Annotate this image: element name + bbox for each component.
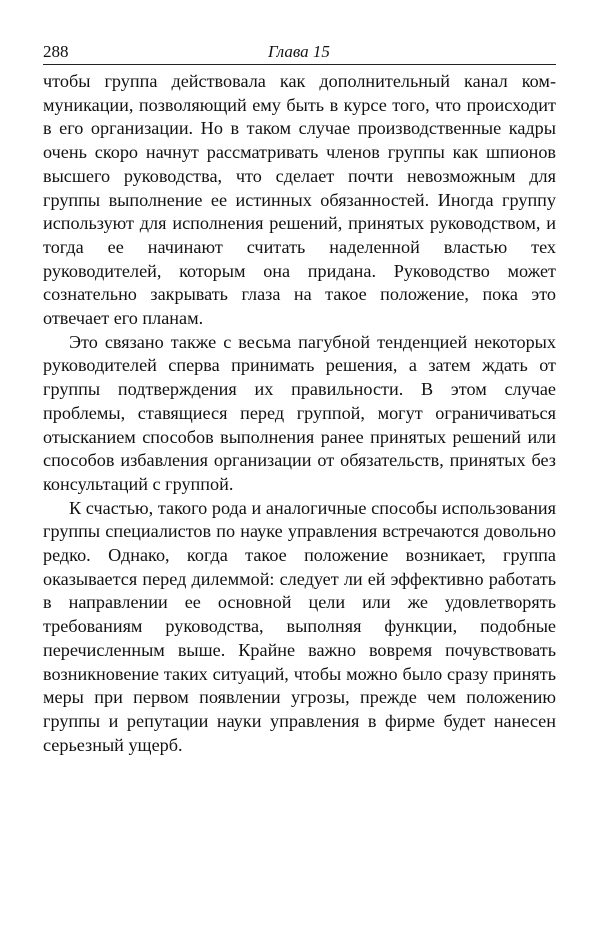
paragraph-1: чтобы группа действовала как дополнительный канал коммуникации, позволяющий ему быть в курсе того, что происходит в его организации. Но в таком случае производственные кадры очень скоро начнут рассматривать членов группы как шпионов высшего руководства, что сделает почти невозможным для группы выполнение ее истинных обязанностей. Иногда группу используют для исполнения решений, принятых руководством, и тогда ее начинают считать наделенной властью тех руководителей, которым она придана. Руководство может сознательно закрывать глаза на такое положение, пока это отвечает его планам. [43, 71, 556, 329]
page-header [43, 38, 556, 65]
paragraph-3: К счастью, такого рода и аналогичные способы использования группы специалистов по науке управления встречаются довольно редко. Однако, когда такое положение возникает, группа оказывается перед дилеммой: следует ли ей эффективно работать в направлении ее основной цели или же удовлетворять требованиям руководства, выполняя функции, подобные перечисленным выше. Крайне важно вовремя почувствовать возникновение таких ситуаций, чтобы можно было сразу принять меры при первом появлении угрозы, прежде чем положению группы и репутации науки управления в фирме будет нанесен серьезный ущерб. [43, 497, 556, 755]
paragraph-2: Это связано также с весьма пагубной тенденцией некоторых руководителей сперва принимать решения, а затем ждать от группы подтверждения их правильности. В этом случае проблемы, ставящиеся перед группой, могут ограничиваться отысканием способов выполнения ранее принятых решений или способов избавления организации от обязательств, принятых без консультаций с группой. [43, 331, 556, 494]
chapter-title: Глава 15 [268, 42, 330, 61]
page-number: 288 [43, 42, 69, 61]
body-text [43, 70, 556, 757]
